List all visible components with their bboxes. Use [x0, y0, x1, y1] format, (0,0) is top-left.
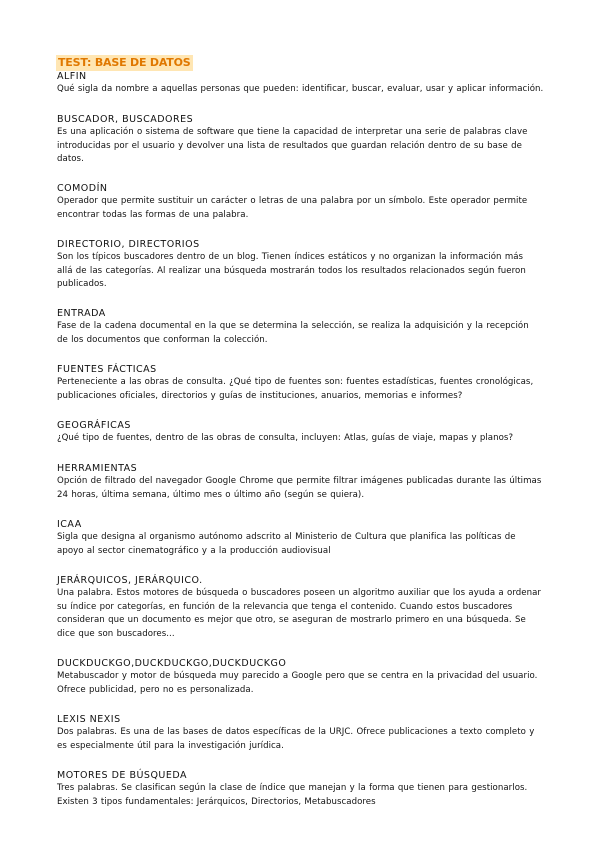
entry-definition	[57, 195, 577, 222]
entry-motores-de-busqueda	[57, 769, 577, 809]
entry-definition	[57, 376, 577, 403]
definition-line: de los documentos que conforman la colección.	[57, 334, 268, 345]
definition-line: publicaciones oficiales, directorios y guías de instituciones, anuarios, memorias e informes?	[57, 390, 463, 401]
entry-lexis-nexis	[57, 713, 577, 753]
definition-line: Sigla que designa al organismo autónomo adscrito al Ministerio de Cultura que planifica las políticas de	[57, 532, 516, 542]
definition-line: dice que son buscadores...	[57, 628, 175, 639]
entry-term: ENTRADA	[57, 308, 106, 319]
definition-line: Perteneciente a las obras de consulta. ¿Qué tipo de fuentes son: fuentes estadísticas, fuentes cronológicas,	[57, 377, 534, 387]
entry-definition	[57, 320, 577, 347]
entry-term: ICAA	[57, 519, 82, 530]
entry-definition	[57, 587, 577, 641]
definition-line: Operador que permite sustituir un carácter o letras de una palabra por un símbolo. Este operador permite	[57, 196, 528, 206]
definition-line: encontrar todas las formas de una palabra.	[57, 209, 249, 220]
definition-line: es especialmente útil para la investigación jurídica.	[57, 740, 284, 751]
definition-line: Qué sigla da nombre a aquellas personas que pueden: identificar, buscar, evaluar, usar y aplicar información.	[57, 84, 544, 94]
definition-line: datos.	[57, 154, 84, 165]
entry-term: ALFIN	[57, 71, 87, 82]
definition-line: Fase de la cadena documental en la que se determina la selección, se realiza la adquisición y la recepción	[57, 321, 529, 331]
definition-line: Dos palabras. Es una de las bases de datos específicas de la URJC. Ofrece publicaciones a texto completo y	[57, 727, 535, 737]
entry-fuentes-facticas	[57, 363, 577, 403]
entry-alfin	[57, 70, 577, 97]
entry-term: JERÁRQUICOS, JERÁRQUICO.	[57, 575, 203, 586]
entry-term: LEXIS NEXIS	[57, 714, 121, 725]
definition-line: introducidas por el usuario y devolver una lista de resultados que guardan relación dentro de su base de	[57, 140, 522, 151]
entry-definition	[57, 83, 577, 97]
document-title: TEST: BASE DE DATOS	[56, 55, 193, 71]
entry-duckduckgo	[57, 657, 577, 697]
entry-definition	[57, 475, 577, 502]
entry-definition	[57, 782, 577, 809]
entry-buscador	[57, 113, 577, 167]
entry-herramientas	[57, 462, 577, 502]
definition-line: Opción de filtrado del navegador Google Chrome que permite filtrar imágenes publicadas durante las últimas	[57, 476, 542, 486]
definition-line: Metabuscador y motor de búsqueda muy parecido a Google pero que se centra en la privacidad del usuario.	[57, 671, 538, 681]
entry-definition	[57, 531, 577, 558]
entry-comodin	[57, 182, 577, 222]
entry-term: GEOGRÁFICAS	[57, 420, 131, 431]
definition-line: 24 horas, última semana, último mes o último año (según se quiera).	[57, 489, 365, 500]
definition-line: consideran que un documento es mejor que otro, se aseguran de mostrarlo primero en una búsqueda. Se	[57, 615, 526, 626]
entry-icaa	[57, 518, 577, 558]
definition-line: Es una aplicación o sistema de software que tiene la capacidad de interpretar una serie de palabras clave	[57, 127, 528, 137]
definition-line: allá de las categorías. Al realizar una búsqueda mostrarán todos los resultados relacionados según fueron	[57, 265, 526, 276]
entry-jerarquicos	[57, 574, 577, 641]
entry-directorio	[57, 238, 577, 292]
definition-line: Son los típicos buscadores dentro de un blog. Tienen índices estáticos y no organizan la información más	[57, 252, 524, 262]
definition-line: su índice por categorías, en función de la relevancia que tenga el contenido. Cuando estos buscadores	[57, 601, 513, 612]
entry-definition	[57, 432, 577, 446]
entry-term: DIRECTORIO, DIRECTORIOS	[57, 239, 200, 250]
entry-term: COMODÍN	[57, 183, 108, 194]
entry-entrada	[57, 307, 577, 347]
entry-term: HERRAMIENTAS	[57, 463, 138, 474]
entry-term: FUENTES FÁCTICAS	[57, 364, 157, 375]
definition-line: apoyo al sector cinematográfico y a la producción audiovisual	[57, 545, 331, 556]
entry-geograficas	[57, 419, 577, 446]
entry-definition	[57, 251, 577, 292]
definition-line: Tres palabras. Se clasifican según la clase de índice que manejan y la forma que tienen para gestionarlos.	[57, 783, 528, 793]
entry-term: MOTORES DE BÚSQUEDA	[57, 770, 188, 781]
entry-term: DUCKDUCKGO,DUCKDUCKGO,DUCKDUCKGO	[57, 658, 287, 669]
definition-line: ¿Qué tipo de fuentes, dentro de las obras de consulta, incluyen: Atlas, guías de viaje, mapas y planos?	[57, 433, 514, 443]
definition-line: publicados.	[57, 279, 107, 290]
entry-definition	[57, 670, 577, 697]
definition-line: Existen 3 tipos fundamentales: Jerárquicos, Directorios, Metabuscadores	[57, 796, 376, 807]
definition-line: Ofrece publicidad, pero no es personalizada.	[57, 684, 254, 695]
definition-line: Una palabra. Estos motores de búsqueda o buscadores poseen un algoritmo auxiliar que los ayuda a ordenar	[57, 588, 542, 598]
entry-definition	[57, 726, 577, 753]
entry-definition	[57, 126, 577, 167]
entry-term: BUSCADOR, BUSCADORES	[57, 114, 194, 125]
